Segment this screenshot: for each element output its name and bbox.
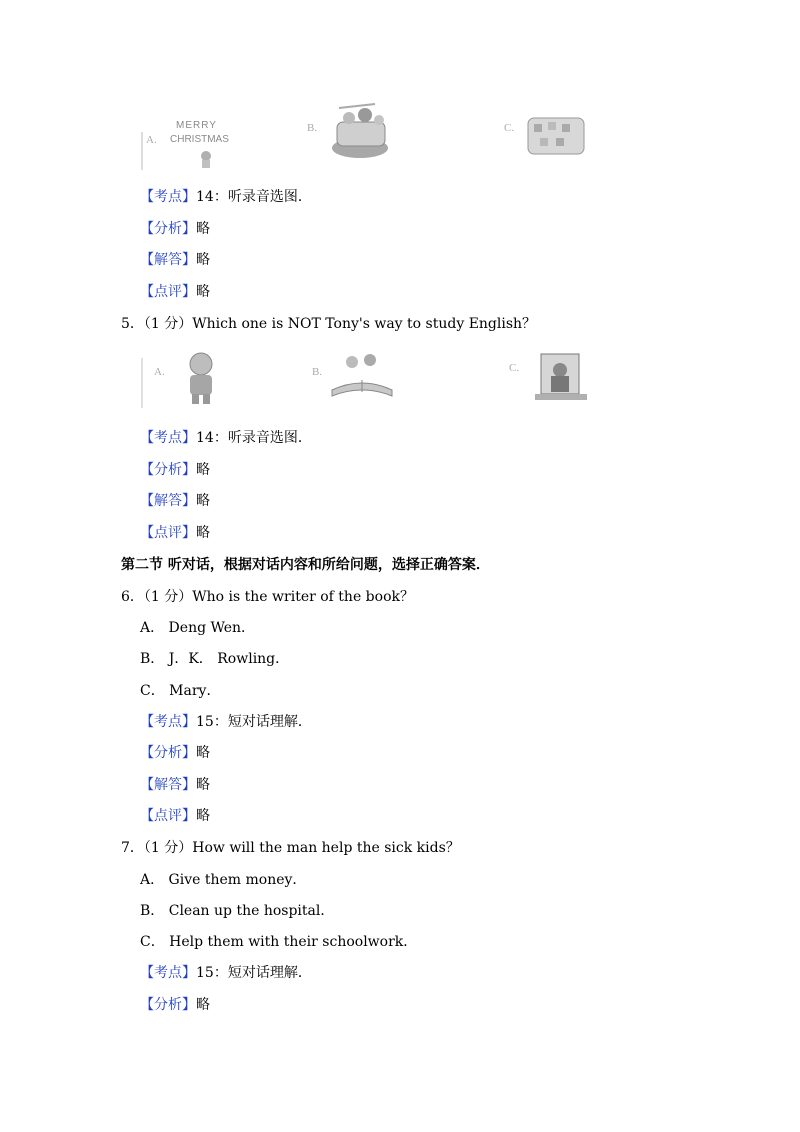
dianping-text: 略 [196,808,210,824]
fenxi-text: 略 [196,462,210,478]
question-number: 6．（1 分） [121,589,193,605]
dianping-row [140,524,210,542]
option-a: A． Deng Wen． [140,620,256,636]
option-c: C． Help them with their schoolwork． [140,934,418,950]
jieda-text: 略 [196,777,210,793]
fenxi-row [140,996,210,1014]
kaodian-tag: 【考点】 [140,714,196,730]
option-a-christmas-card-image [140,112,240,172]
dianping-text: 略 [196,284,210,300]
kaodian-text: 14：听录音选图． [196,430,312,446]
option-c-cake-image [500,106,600,166]
jieda-text: 略 [196,493,210,509]
option-letter: C. [504,122,515,134]
question-7 [121,839,460,857]
kaodian-text: 15：短对话理解． [196,714,312,730]
dianping-tag: 【点评】 [140,284,196,300]
option-letter: A. [146,134,157,146]
jieda-row [140,776,210,794]
jieda-tag: 【解答】 [140,252,196,268]
question-5 [121,315,536,333]
kaodian-row [140,713,312,731]
fenxi-tag: 【分析】 [140,462,196,478]
kaodian-tag: 【考点】 [140,430,196,446]
fenxi-row [140,744,210,762]
option-a-boy-image [140,348,230,408]
kaodian-row [140,964,312,982]
option-c: C． Mary． [140,683,221,699]
kaodian-row [140,429,312,447]
kaodian-row [140,188,312,206]
option-letter: A. [154,366,165,378]
fenxi-tag: 【分析】 [140,745,196,761]
option-letter: B. [307,122,318,134]
question-text: Who is the writer of the book？ [192,589,414,605]
question-text: How will the man help the sick kids？ [192,840,460,856]
kaodian-tag: 【考点】 [140,189,196,205]
kaodian-tag: 【考点】 [140,965,196,981]
fenxi-text: 略 [196,745,210,761]
option-letter: B. [312,366,323,378]
option-b: B． J．K． Rowling． [140,651,290,667]
jieda-text: 略 [196,252,210,268]
dianping-text: 略 [196,525,210,541]
kaodian-text: 14：听录音选图． [196,189,312,205]
christmas-text-line2: CHRISTMAS [170,134,229,145]
option-b: B． Clean up the hospital． [140,903,335,919]
fenxi-row [140,461,210,479]
section-heading: 第二节 听对话，根据对话内容和所给问题，选择正确答案． [121,557,490,573]
fenxi-tag: 【分析】 [140,997,196,1013]
option-b-reading-book-image [310,348,400,403]
question-number: 7．（1 分） [121,840,193,856]
question-number: 5．（1 分） [121,316,193,332]
option-letter: C. [509,362,520,374]
dianping-row [140,283,210,301]
jieda-tag: 【解答】 [140,777,196,793]
option-c-tv-image [505,348,595,406]
jieda-tag: 【解答】 [140,493,196,509]
dianping-tag: 【点评】 [140,525,196,541]
fenxi-text: 略 [196,997,210,1013]
question-6 [121,588,414,606]
fenxi-text: 略 [196,221,210,237]
christmas-text-line1: MERRY [176,120,217,131]
jieda-row [140,492,210,510]
option-b-gift-basket-image [305,100,405,165]
question-text: Which one is NOT Tony's way to study English？ [192,316,537,332]
option-a: A． Give them money． [140,872,307,888]
dianping-tag: 【点评】 [140,808,196,824]
jieda-row [140,251,210,269]
fenxi-tag: 【分析】 [140,221,196,237]
kaodian-text: 15：短对话理解． [196,965,312,981]
fenxi-row [140,220,210,238]
dianping-row [140,807,210,825]
